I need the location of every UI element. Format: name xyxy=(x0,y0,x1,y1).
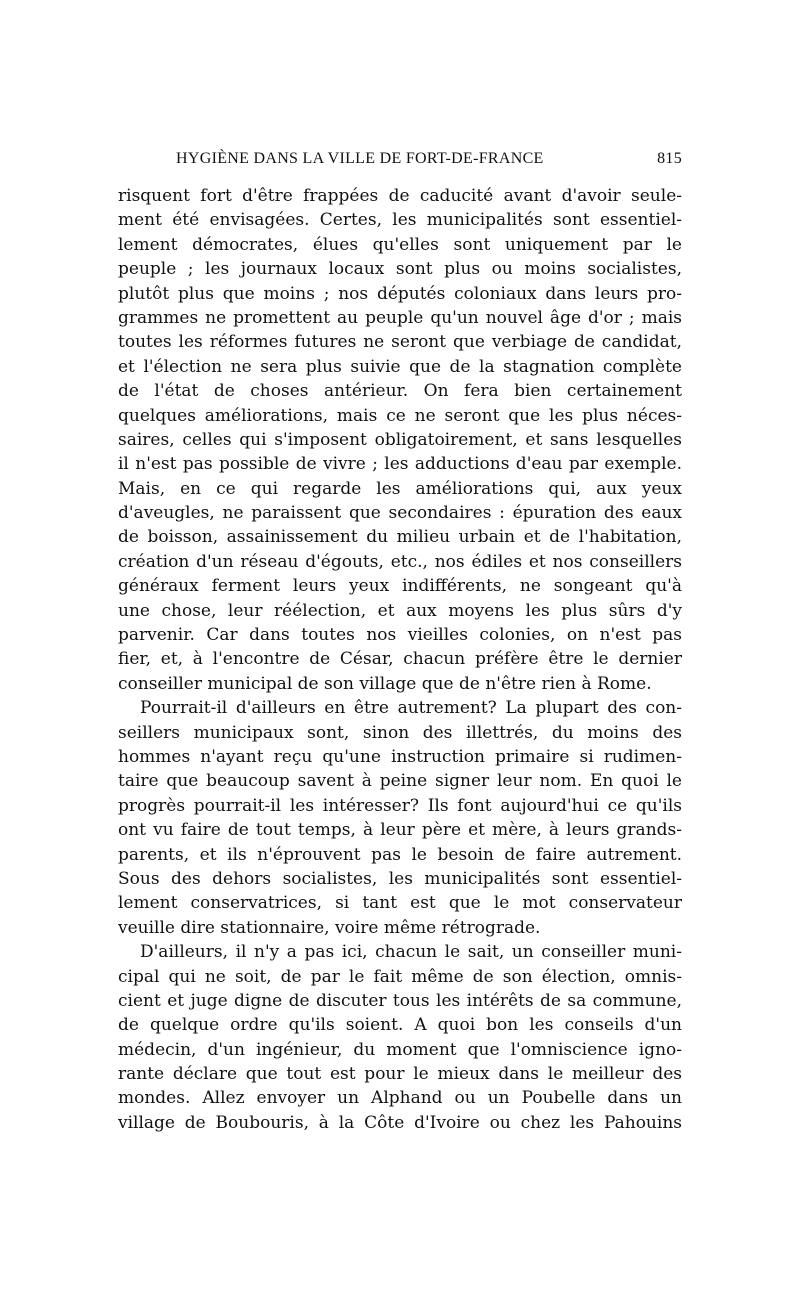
text-line: seillers municipaux sont, sinon des illettrés, du moins des xyxy=(118,722,682,743)
text-line: rante déclare que tout est pour le mieux dans le meilleur des xyxy=(118,1064,682,1085)
text-line: toutes les réformes futures ne seront que verbiage de candidat, xyxy=(118,332,682,353)
paragraph-first-line: Pourrait-il d'ailleurs en être autrement? La plupart des con- xyxy=(140,698,682,719)
text-line: taire que beaucoup savent à peine signer leur nom. En quoi le xyxy=(118,771,682,792)
text-line: parents, et ils n'éprouvent pas le besoin de faire autrement. xyxy=(118,844,682,865)
body-text xyxy=(118,184,682,1135)
text-line: quelques améliorations, mais ce ne seront que les plus néces- xyxy=(118,405,682,426)
text-line: médecin, d'un ingénieur, du moment que l'omniscience igno- xyxy=(118,1039,682,1060)
text-line: mondes. Allez envoyer un Alphand ou un Poubelle dans un xyxy=(118,1088,682,1109)
running-title: HYGIÈNE DANS LA VILLE DE FORT-DE-FRANCE xyxy=(176,150,544,167)
text-line: création d'un réseau d'égouts, etc., nos édiles et nos conseillers xyxy=(118,551,682,572)
text-line: progrès pourrait-il les intéresser? Ils font aujourd'hui ce qu'ils xyxy=(118,795,682,816)
text-line: saires, celles qui s'imposent obligatoirement, et sans lesquelles xyxy=(118,429,682,450)
text-line: de boisson, assainissement du milieu urbain et de l'habitation, xyxy=(118,527,682,548)
text-line: parvenir. Car dans toutes nos vieilles colonies, on n'est pas xyxy=(118,625,682,646)
text-line: une chose, leur réélection, et aux moyens les plus sûrs d'y xyxy=(118,600,682,621)
paragraph-first-line: D'ailleurs, il n'y a pas ici, chacun le sait, un conseiller muni- xyxy=(140,942,682,963)
text-line: Sous des dehors socialistes, les municipalités sont essentiel- xyxy=(118,868,682,889)
text-line: ont vu faire de tout temps, à leur père et mère, à leurs grands- xyxy=(118,820,682,841)
page-number: 815 xyxy=(657,150,682,167)
text-line: lement démocrates, élues qu'elles sont uniquement par le xyxy=(118,234,682,255)
text-line: peuple ; les journaux locaux sont plus ou moins socialistes, xyxy=(118,259,682,280)
text-line: risquent fort d'être frappées de caducité avant d'avoir seule- xyxy=(118,186,682,206)
text-line: Mais, en ce qui regarde les améliorations qui, aux yeux xyxy=(118,478,682,499)
text-line: fier, et, à l'encontre de César, chacun préfère être le dernier xyxy=(118,649,682,670)
text-line: de quelque ordre qu'ils soient. A quoi bon les conseils d'un xyxy=(118,1015,682,1036)
text-line: d'aveugles, ne paraissent que secondaires : épuration des eaux xyxy=(118,503,682,524)
text-line: il n'est pas possible de vivre ; les adductions d'eau par exemple. xyxy=(118,454,682,475)
text-line: ment été envisagées. Certes, les municipalités sont essentiel- xyxy=(118,210,682,231)
text-line: hommes n'ayant reçu qu'une instruction primaire si rudimen- xyxy=(118,746,682,767)
text-line: généraux ferment leurs yeux indifférents, ne songeant qu'à xyxy=(118,576,682,597)
text-line: et l'élection ne sera plus suivie que de la stagnation complète xyxy=(118,356,682,377)
text-line: village de Boubouris, à la Côte d'Ivoire ou chez les Pahouins xyxy=(118,1112,682,1133)
text-line: grammes ne promettent au peuple qu'un nouvel âge d'or ; mais xyxy=(118,307,682,328)
text-line: cient et juge digne de discuter tous les intérêts de sa commune, xyxy=(118,990,682,1011)
text-line: de l'état de choses antérieur. On fera bien certainement xyxy=(118,381,682,402)
running-head xyxy=(118,150,682,174)
text-line: lement conservatrices, si tant est que le mot conservateur xyxy=(118,893,682,914)
text-line: veuille dire stationnaire, voire même rétrograde. xyxy=(118,917,541,938)
text-line: cipal qui ne soit, de par le fait même de son élection, omnis- xyxy=(118,966,682,987)
text-line: plutôt plus que moins ; nos députés coloniaux dans leurs pro- xyxy=(118,283,682,304)
text-line: conseiller municipal de son village que de n'être rien à Rome. xyxy=(118,673,652,694)
